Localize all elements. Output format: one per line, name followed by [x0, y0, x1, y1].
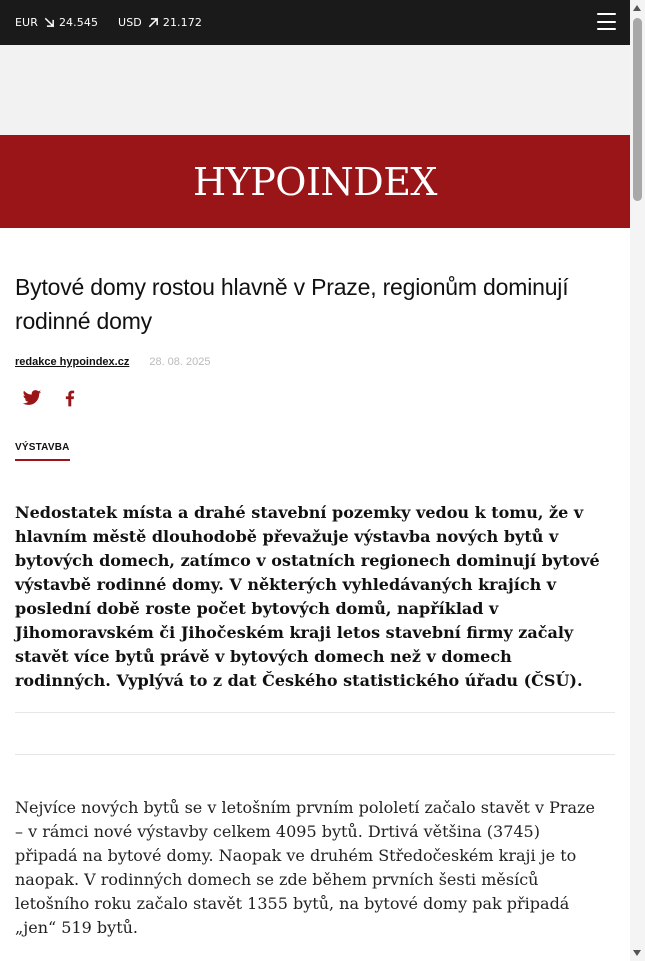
- facebook-icon[interactable]: [60, 388, 80, 408]
- ticker-usd-currency: USD: [118, 16, 142, 29]
- menu-line: [597, 13, 616, 15]
- ticker-usd: [118, 16, 202, 29]
- arrow-down-right-icon: [44, 17, 55, 28]
- twitter-icon[interactable]: [22, 388, 42, 408]
- menu-line: [597, 21, 616, 23]
- ticker-usd-value: 21.172: [162, 16, 202, 29]
- ad-placeholder: [0, 45, 630, 135]
- site-logo[interactable]: HYPOINDEX: [193, 159, 437, 204]
- ticker-eur-value: 24.545: [58, 16, 99, 29]
- scroll-up-arrow-icon[interactable]: [633, 5, 641, 11]
- article-perex: Nedostatek místa a drahé stavební pozemky vedou k tomu, že v hlavním městě dlouhodobě převažuje výstavba nových bytů v bytových domech, zatímco v ostatních regionech dominují bytové výstavbě rodinné domy. V některých vyhledávaných krajích v poslední době roste počet bytových domů, například v Jihomoravském či Jihočeském kraji letos stavební firmy začaly stavět více bytů právě v bytových domech než v domech rodinných. Vyplývá to z dat Českého statistického úřadu (ČSÚ).: [15, 503, 600, 690]
- article-paragraph: Nejvíce nových bytů se v letošním prvním pololetí začalo stavět v Praze – v rámci nové výstavby celkem 4095 bytů. Drtivá většina (3745) připadá na bytové domy. Naopak ve druhém Středočeském kraji je to naopak. V rodinných domech se zde během prvních šesti měsíců letošního roku začalo stavět 1355 bytů, na bytové domy pak připadá „jen“ 519 bytů.: [15, 798, 595, 937]
- divider: [15, 712, 615, 713]
- divider: [15, 754, 615, 755]
- article: [0, 270, 630, 940]
- share-bar: [15, 388, 615, 408]
- currency-ticker-bar: [0, 0, 630, 45]
- author-link[interactable]: redakce hypoindex.cz: [15, 356, 130, 368]
- brand-band: [0, 135, 630, 228]
- menu-line: [597, 28, 616, 30]
- hamburger-menu-icon[interactable]: [597, 13, 616, 30]
- ticker-eur-currency: EUR: [15, 16, 38, 29]
- scroll-down-arrow-icon[interactable]: [633, 950, 641, 956]
- publish-date: 28. 08. 2025: [149, 356, 211, 368]
- article-headline: Bytové domy rostou hlavně v Praze, regionům dominují rodinné domy: [15, 274, 569, 334]
- arrow-up-right-icon: [148, 17, 159, 28]
- scroll-thumb[interactable]: [633, 18, 642, 201]
- category-tag[interactable]: VÝSTAVBA: [15, 442, 70, 461]
- article-meta: [15, 356, 615, 368]
- scrollbar[interactable]: [630, 0, 645, 961]
- ticker-eur: [15, 16, 98, 29]
